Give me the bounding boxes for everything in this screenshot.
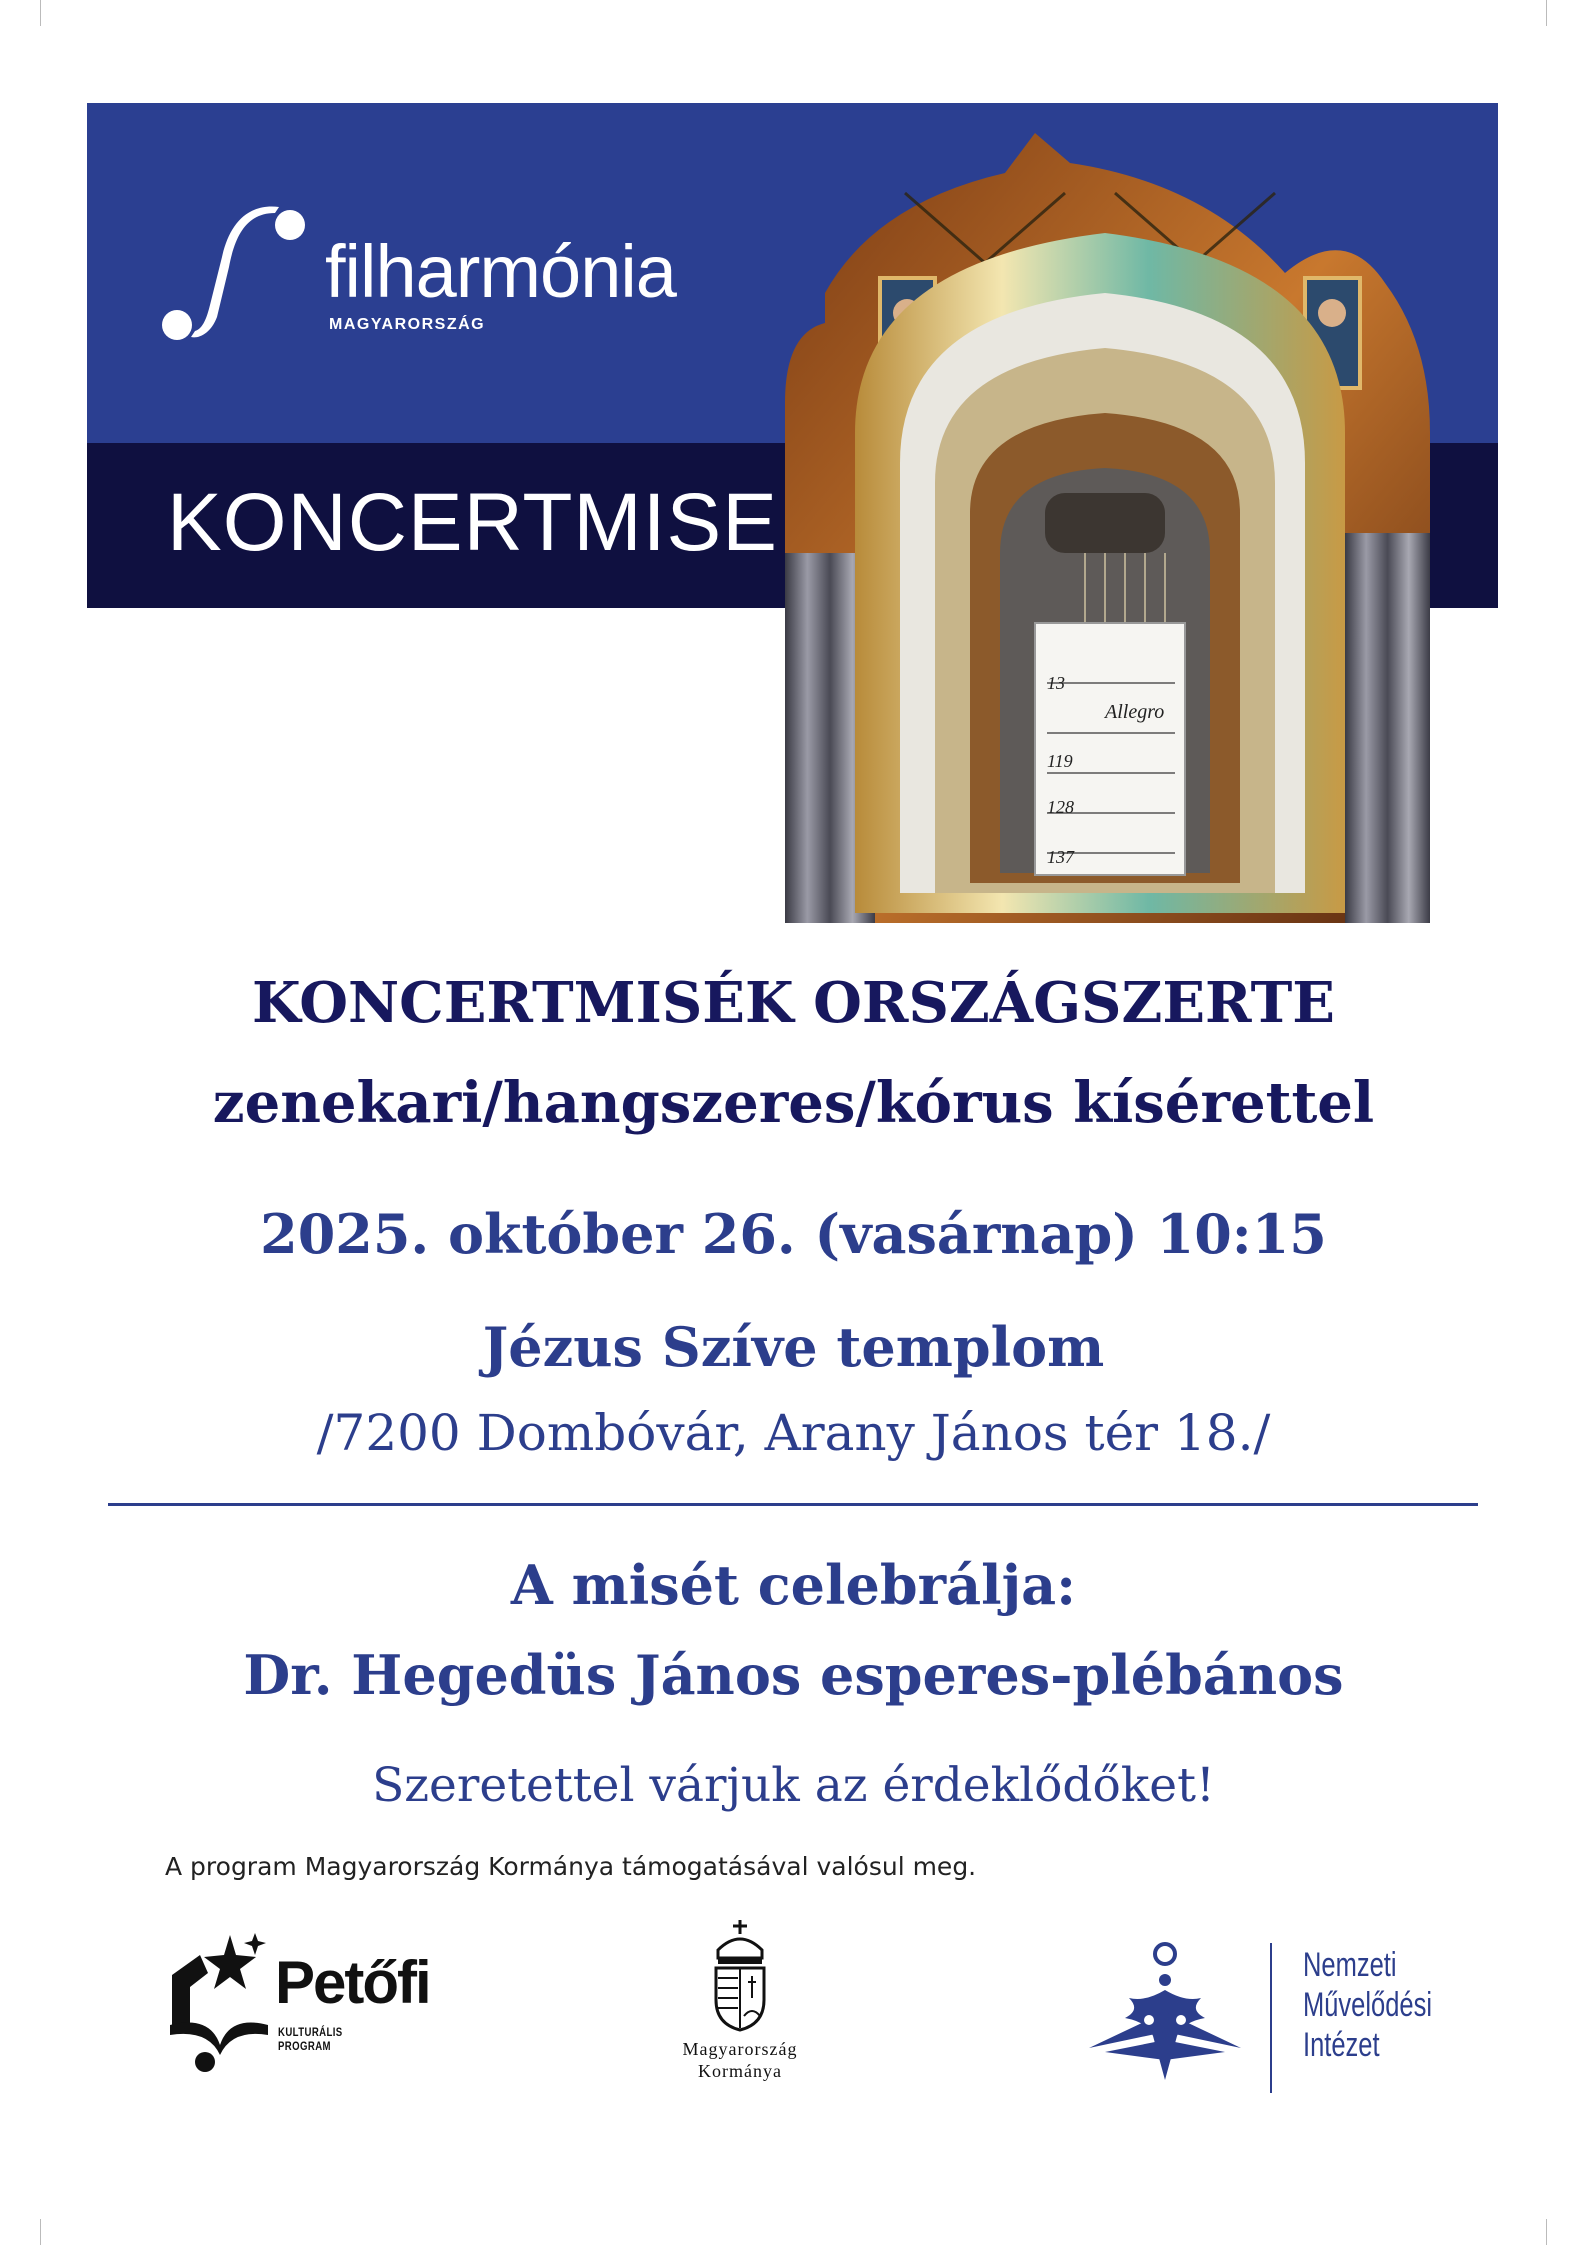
logo-subtitle: MAGYARORSZÁG xyxy=(329,316,486,333)
filharmonia-logo xyxy=(155,205,715,345)
nmi-logo xyxy=(1085,1935,1465,2095)
crop-mark-bottom-left xyxy=(40,2219,41,2245)
crop-mark-top-right xyxy=(1546,0,1547,26)
filharmonia-f-icon xyxy=(155,205,315,345)
score-label: Allegro xyxy=(1105,701,1165,723)
petofi-emblem-icon xyxy=(160,1925,275,2075)
band-title: KONCERTMISE xyxy=(167,477,778,568)
nmi-text xyxy=(1303,1945,1432,2065)
event-datetime: 2025. október 26. (vasárnap) 10:15 xyxy=(260,1202,1327,1266)
petofi-logo xyxy=(160,1925,430,2075)
event-venue: Jézus Szíve templom xyxy=(482,1315,1105,1379)
coat-of-arms-icon xyxy=(708,1920,772,2032)
nmi-divider xyxy=(1270,1943,1272,2093)
support-note: A program Magyarország Kormánya támogatásával valósul meg. xyxy=(165,1852,977,1881)
petofi-wordmark: Petőfi xyxy=(275,1949,430,2016)
divider xyxy=(108,1503,1478,1506)
score-label: 119 xyxy=(1047,751,1073,771)
government-line1: Magyarország xyxy=(682,2039,798,2059)
government-text xyxy=(640,2038,840,2082)
government-logo xyxy=(640,1920,840,2080)
crop-mark-top-left xyxy=(40,0,41,26)
event-title-line1: KONCERTMISÉK ORSZÁGSZERTE xyxy=(252,970,1335,1036)
crop-mark-bottom-right xyxy=(1546,2219,1547,2245)
celebrant-name: Dr. Hegedüs János esperes-plébános xyxy=(243,1643,1344,1707)
nmi-line2: Művelődési xyxy=(1303,1986,1432,2024)
score-label: 128 xyxy=(1047,797,1074,817)
celebrant-label: A misét celebrálja: xyxy=(510,1553,1077,1617)
event-title-line2: zenekari/hangszeres/kórus kísérettel xyxy=(212,1070,1375,1136)
logo-wordmark: filharmónia xyxy=(325,230,676,313)
score-label: 137 xyxy=(1047,847,1074,867)
church-arch-artwork xyxy=(785,133,1430,923)
petofi-subtitle: KULTURÁLIS PROGRAM xyxy=(278,2025,343,2053)
nmi-line3: Intézet xyxy=(1303,2026,1380,2064)
event-address: /7200 Dombóvár, Arany János tér 18./ xyxy=(316,1404,1271,1462)
nmi-emblem-icon xyxy=(1085,1940,1245,2090)
nmi-line1: Nemzeti xyxy=(1303,1946,1397,1984)
welcome-text: Szeretettel várjuk az érdeklődőket! xyxy=(372,1758,1215,1813)
government-line2: Kormánya xyxy=(698,2061,782,2081)
score-label: 13 xyxy=(1047,673,1065,693)
